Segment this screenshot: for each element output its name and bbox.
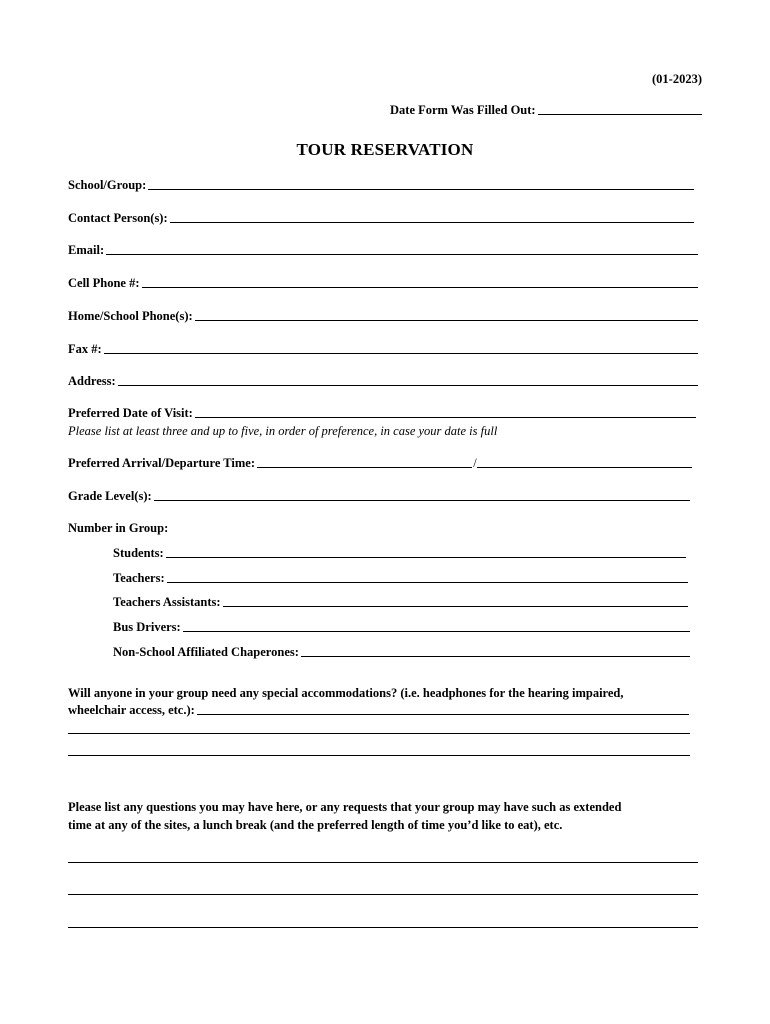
- questions-prompt-line-1: Please list any questions you may have here, or any requests that your group may have such as extended: [68, 800, 622, 814]
- contact-person-field[interactable]: [68, 210, 694, 226]
- school-group-label: School/Group:: [68, 178, 147, 192]
- accommodations-line-3[interactable]: [68, 755, 690, 756]
- teachers-assistants-field[interactable]: [113, 594, 688, 610]
- arrival-departure-separator: /: [473, 456, 477, 470]
- questions-prompt-line-2: time at any of the sites, a lunch break (and the preferred length of time you’d like to eat), etc.: [68, 818, 563, 832]
- home-school-phone-label: Home/School Phone(s):: [68, 309, 193, 323]
- date-filled-field[interactable]: [390, 102, 702, 118]
- preferred-date-note: Please list at least three and up to five, in order of preference, in case your date is full: [68, 424, 498, 438]
- teachers-label: Teachers:: [113, 571, 165, 585]
- cell-phone-label: Cell Phone #:: [68, 276, 140, 290]
- accommodations-question: Will anyone in your group need any special accommodations? (i.e. headphones for the hearing impaired,: [68, 686, 624, 700]
- cell-phone-line[interactable]: [142, 287, 698, 288]
- accommodations-line-2[interactable]: [68, 733, 690, 734]
- date-filled-line[interactable]: [538, 114, 702, 115]
- preferred-date-line[interactable]: [195, 417, 696, 418]
- address-line[interactable]: [118, 385, 698, 386]
- teachers-line[interactable]: [167, 582, 688, 583]
- form-code: (01-2023): [652, 72, 702, 86]
- home-school-phone-field[interactable]: [68, 308, 698, 324]
- chaperones-label: Non-School Affiliated Chaperones:: [113, 645, 299, 659]
- email-line[interactable]: [106, 254, 698, 255]
- date-filled-label: Date Form Was Filled Out:: [390, 103, 536, 117]
- questions-line-2[interactable]: [68, 894, 698, 895]
- home-school-phone-line[interactable]: [195, 320, 698, 321]
- departure-time-line[interactable]: [477, 467, 692, 468]
- students-line[interactable]: [166, 557, 686, 558]
- questions-line-3[interactable]: [68, 927, 698, 928]
- grade-level-line[interactable]: [154, 500, 690, 501]
- email-label: Email:: [68, 243, 105, 257]
- school-group-field[interactable]: [68, 177, 694, 193]
- contact-person-label: Contact Person(s):: [68, 211, 168, 225]
- arrival-time-line[interactable]: [257, 467, 472, 468]
- bus-drivers-label: Bus Drivers:: [113, 620, 181, 634]
- bus-drivers-line[interactable]: [183, 631, 690, 632]
- cell-phone-field[interactable]: [68, 275, 698, 291]
- bus-drivers-field[interactable]: [113, 619, 690, 635]
- accommodations-field[interactable]: [68, 702, 689, 718]
- teachers-field[interactable]: [113, 570, 688, 586]
- teachers-assistants-line[interactable]: [223, 606, 688, 607]
- students-field[interactable]: [113, 545, 686, 561]
- students-label: Students:: [113, 546, 164, 560]
- teachers-assistants-label: Teachers Assistants:: [113, 595, 221, 609]
- grade-level-label: Grade Level(s):: [68, 489, 152, 503]
- address-label: Address:: [68, 374, 116, 388]
- accommodations-line-1[interactable]: [197, 714, 689, 715]
- fax-field[interactable]: [68, 341, 698, 357]
- accommodations-label: wheelchair access, etc.):: [68, 703, 195, 717]
- email-field[interactable]: [68, 242, 698, 258]
- school-group-line[interactable]: [148, 189, 694, 190]
- chaperones-field[interactable]: [113, 644, 690, 660]
- number-in-group-label: Number in Group:: [68, 521, 169, 535]
- form-title: TOUR RESERVATION: [296, 140, 474, 159]
- contact-person-line[interactable]: [170, 222, 694, 223]
- preferred-date-field[interactable]: [68, 405, 696, 421]
- fax-label: Fax #:: [68, 342, 102, 356]
- arrival-departure-field[interactable]: [68, 455, 692, 471]
- chaperones-line[interactable]: [301, 656, 690, 657]
- grade-level-field[interactable]: [68, 488, 690, 504]
- address-field[interactable]: [68, 373, 698, 389]
- arrival-departure-label: Preferred Arrival/Departure Time:: [68, 456, 255, 470]
- fax-line[interactable]: [104, 353, 698, 354]
- questions-line-1[interactable]: [68, 862, 698, 863]
- preferred-date-label: Preferred Date of Visit:: [68, 406, 193, 420]
